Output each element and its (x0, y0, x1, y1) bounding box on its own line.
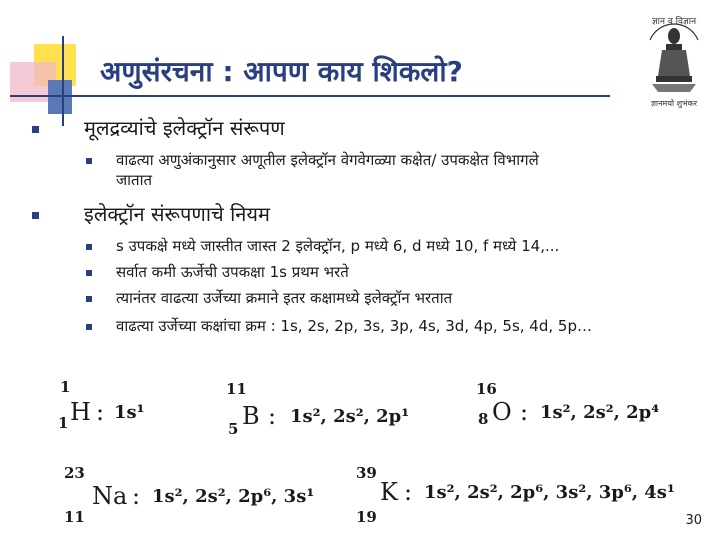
b-symbol: B (242, 402, 260, 430)
bullet-s2-item-4 (86, 324, 92, 330)
bullet-s2-item-1 (86, 244, 92, 250)
o-separator: : (520, 398, 529, 426)
h-symbol: H (70, 398, 91, 426)
s2-item-1: s उपकक्षे मध्ये जास्तीत जास्त 2 इलेक्ट्रॉन, p मध्ये 6, d मध्ये 10, f मध्ये 14,... (116, 237, 560, 255)
b-atomic-number: 5 (228, 420, 239, 438)
page-number: 30 (685, 513, 702, 528)
logo-motto: ज्ञानमयो शुभंकर (650, 99, 698, 108)
decor-vertical-line (62, 36, 64, 126)
bullet-section-2 (32, 212, 39, 219)
b-separator: : (268, 402, 277, 430)
h-config: 1s¹ (114, 402, 145, 423)
na-mass-number: 23 (64, 464, 85, 482)
logo-top-text: ज्ञान व विज्ञान (651, 17, 697, 27)
o-config: 1s², 2s², 2p⁴ (540, 402, 660, 423)
section-2-heading: इलेक्ट्रॉन संरूपणाचे नियम (84, 202, 270, 226)
na-symbol: Na (92, 482, 128, 510)
section-1-heading: मूलद्रव्यांचे इलेक्ट्रॉन संरूपण (84, 116, 285, 140)
s2-item-4: वाढत्या उर्जेच्या कक्षांचा क्रम : 1s, 2s, 2p, 3s, 3p, 4s, 3d, 4p, 5s, 4d, 5p… (116, 317, 592, 335)
decor-blue-square (48, 80, 72, 114)
slide-title: अणुसंरचना : आपण काय शिकलो? (100, 55, 463, 88)
k-mass-number: 39 (356, 464, 377, 482)
b-config: 1s², 2s², 2p¹ (290, 406, 410, 427)
h-atomic-number: 1 (58, 414, 69, 432)
bullet-s1-item-1 (86, 158, 92, 164)
s1-item-1-cont: जातात (116, 171, 153, 189)
b-mass-number: 11 (226, 380, 247, 398)
s2-item-3: त्यानंतर वाढत्या उर्जेच्या क्रमाने इतर कक्षामध्ये इलेक्ट्रॉन भरतात (116, 289, 453, 307)
na-separator: : (132, 482, 141, 510)
o-symbol: O (492, 398, 512, 426)
lamp-logo-icon (636, 6, 712, 110)
o-mass-number: 16 (476, 380, 497, 398)
na-atomic-number: 11 (64, 508, 85, 526)
k-separator: : (404, 478, 413, 506)
h-separator: : (96, 398, 105, 426)
h-mass-number: 1 (60, 378, 71, 396)
s1-item-1: वाढत्या अणुअंकानुसार अणूतील इलेक्ट्रॉन वेगवेगळ्या कक्षेत/ उपकक्षेत विभागले (116, 151, 539, 169)
bullet-s2-item-3 (86, 296, 92, 302)
k-atomic-number: 19 (356, 508, 377, 526)
bullet-s2-item-2 (86, 270, 92, 276)
k-config: 1s², 2s², 2p⁶, 3s², 3p⁶, 4s¹ (424, 482, 675, 503)
title-underline (10, 95, 610, 97)
bullet-section-1 (32, 126, 39, 133)
institution-logo (636, 6, 712, 110)
s2-item-2: सर्वात कमी ऊर्जेची उपकक्षा 1s प्रथम भरते (116, 263, 349, 281)
k-symbol: K (380, 478, 398, 506)
na-config: 1s², 2s², 2p⁶, 3s¹ (152, 486, 315, 507)
o-atomic-number: 8 (478, 410, 489, 428)
